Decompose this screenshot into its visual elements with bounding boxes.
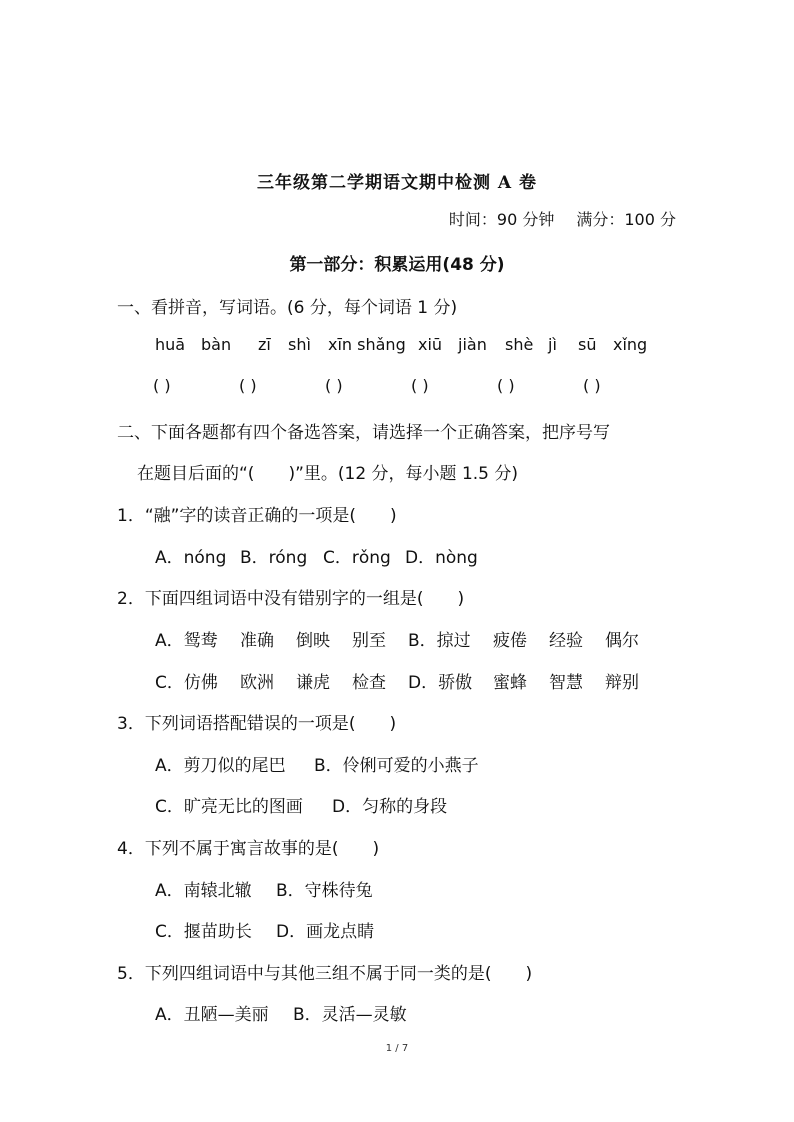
pinyin: shì — [288, 335, 311, 354]
part-heading: 第一部分：积累运用(48 分) — [289, 255, 505, 275]
option-word: 谦虎 — [296, 673, 330, 693]
answer-blank[interactable]: ( ) — [325, 376, 343, 395]
option-word: 经验 — [549, 631, 583, 651]
exam-score: 满分：100 分 — [576, 210, 676, 229]
exam-meta — [449, 207, 676, 230]
option[interactable]: A．丑陋—美丽 — [155, 1005, 269, 1025]
pinyin: zī — [258, 335, 271, 354]
question-stem: 5．下列四组词语中与其他三组不属于同一类的是( ) — [117, 964, 533, 984]
option[interactable]: B．róng — [240, 548, 308, 568]
answer-blank[interactable]: ( ) — [583, 376, 601, 395]
option[interactable]: D．骄傲 — [408, 673, 473, 693]
question-stem: 4．下列不属于寓言故事的是( ) — [117, 839, 380, 859]
question-stem: 3．下列词语搭配错误的一项是( ) — [117, 714, 397, 734]
page-number: 1 / 7 — [385, 1043, 409, 1054]
page-title: 三年级第二学期语文期中检测 A 卷 — [256, 173, 538, 193]
option-word: 准确 — [240, 631, 274, 651]
pinyin: xǐng — [613, 335, 648, 354]
question-stem: 2．下面四组词语中没有错别字的一组是( ) — [117, 589, 465, 609]
option-word: 偶尔 — [605, 631, 639, 651]
option-word: 智慧 — [549, 673, 583, 693]
option[interactable]: A．剪刀似的尾巴 — [155, 756, 286, 776]
option-word: 辩别 — [605, 673, 639, 693]
option[interactable]: D．画龙点睛 — [276, 922, 375, 942]
option[interactable]: D．匀称的身段 — [332, 797, 448, 817]
option[interactable]: A．南辕北辙 — [155, 881, 252, 901]
answer-blank[interactable]: ( ) — [239, 376, 257, 395]
option[interactable]: C．旷亮无比的图画 — [155, 797, 303, 817]
exam-time: 时间：90 分钟 — [448, 210, 555, 229]
section-1-heading: 一、看拼音，写词语。(6 分，每个词语 1 分) — [117, 298, 458, 318]
pinyin: jì — [548, 335, 557, 354]
pinyin: shè — [505, 335, 534, 354]
option[interactable]: A．鸳鸯 — [155, 631, 218, 651]
answer-blank[interactable]: ( ) — [497, 376, 515, 395]
pinyin: xīn shǎng — [328, 335, 406, 354]
option[interactable]: C．rǒng — [323, 548, 391, 568]
section-2-heading: 二、下面各题都有四个备选答案，请选择一个正确答案，把序号写 — [117, 423, 610, 443]
option-word: 疲倦 — [493, 631, 527, 651]
option[interactable]: D．nòng — [405, 548, 478, 568]
option-word: 别至 — [352, 631, 386, 651]
option[interactable]: A．nóng — [155, 548, 227, 568]
option-word: 蜜蜂 — [493, 673, 527, 693]
option[interactable]: B．伶俐可爱的小燕子 — [314, 756, 479, 776]
option[interactable]: B．掠过 — [408, 631, 471, 651]
option[interactable]: B．守株待兔 — [276, 881, 373, 901]
pinyin: xiū — [418, 335, 443, 354]
pinyin: huā — [155, 335, 186, 354]
pinyin: bàn — [201, 335, 232, 354]
answer-blank[interactable]: ( ) — [411, 376, 429, 395]
option[interactable]: B．灵活—灵敏 — [293, 1005, 407, 1025]
section-2-heading-cont: 在题目后面的“( )”里。(12 分，每小题 1.5 分) — [137, 464, 519, 484]
option-word: 欧洲 — [240, 673, 274, 693]
option-word: 检查 — [352, 673, 386, 693]
option[interactable]: C．仿佛 — [155, 673, 218, 693]
question-stem: 1．“融”字的读音正确的一项是( ) — [117, 506, 397, 526]
answer-blank[interactable]: ( ) — [153, 376, 171, 395]
pinyin: sū — [578, 335, 597, 354]
option-word: 倒映 — [296, 631, 330, 651]
pinyin: jiàn — [458, 335, 487, 354]
option[interactable]: C．揠苗助长 — [155, 922, 252, 942]
